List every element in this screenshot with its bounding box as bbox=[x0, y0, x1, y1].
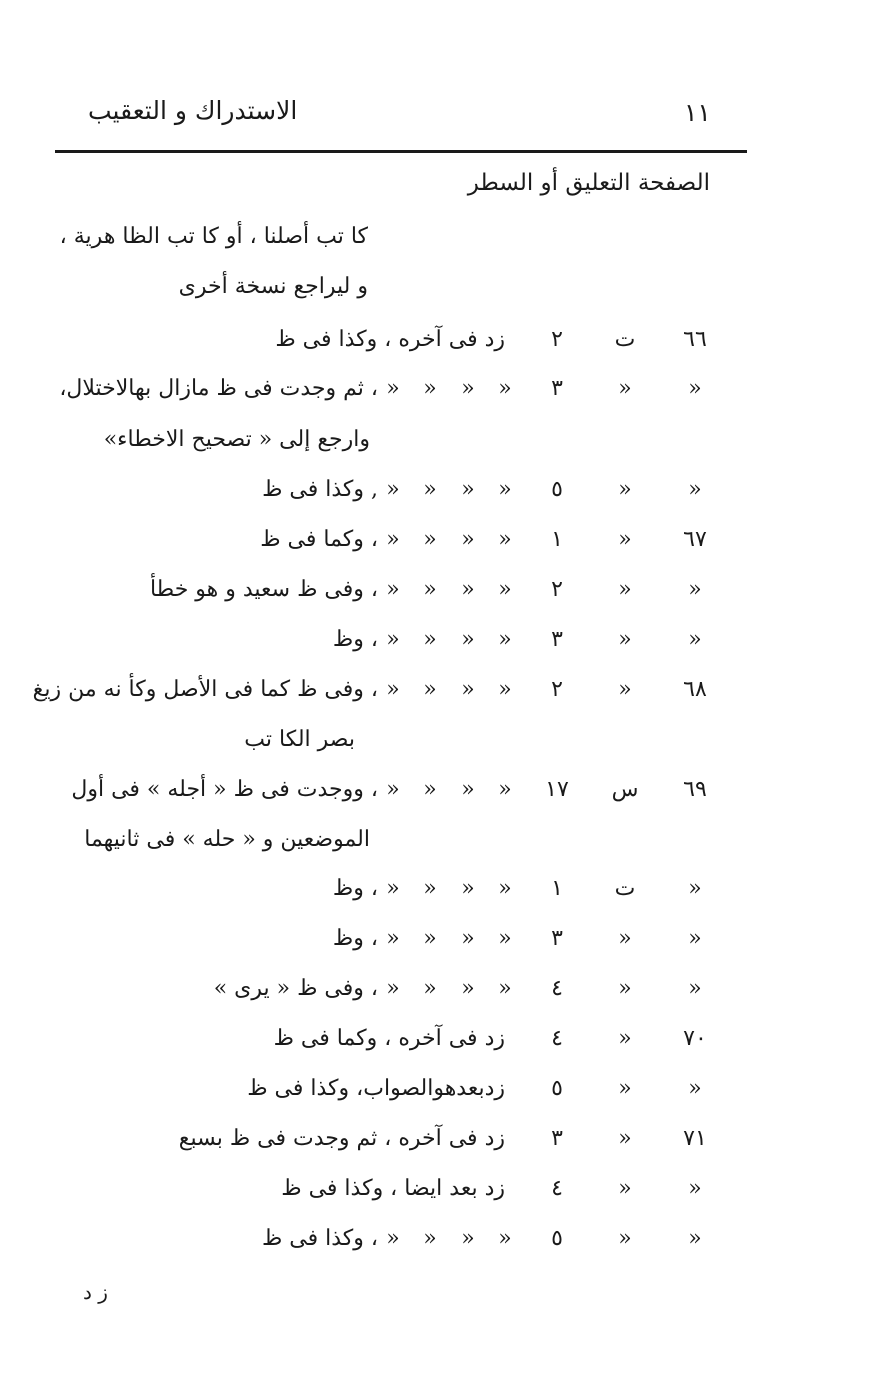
ditto-mark: » bbox=[423, 577, 437, 602]
ditto-mark: » bbox=[461, 1226, 475, 1251]
ditto-mark: » bbox=[386, 627, 400, 652]
page-cell: » bbox=[688, 477, 702, 502]
comment-text: زدبعدهوالصواب، وكذا فى ظ bbox=[247, 1076, 505, 1101]
comment-text: بصر الكا تب bbox=[244, 727, 355, 752]
line-cell: ٢ bbox=[551, 327, 563, 352]
column-cell: » bbox=[618, 627, 632, 652]
page-number: ١١ bbox=[684, 98, 711, 127]
column-heading: الصفحة التعليق أو السطر bbox=[467, 170, 710, 196]
ditto-mark: » bbox=[461, 777, 475, 802]
line-cell: ١ bbox=[551, 876, 563, 901]
ditto-mark: » bbox=[423, 777, 437, 802]
ditto-mark: » bbox=[461, 577, 475, 602]
signature-mark: ز د bbox=[83, 1280, 108, 1304]
line-cell: ٣ bbox=[551, 376, 563, 401]
page-cell: » bbox=[688, 1226, 702, 1251]
ditto-mark: » bbox=[423, 477, 437, 502]
ditto-mark: » bbox=[386, 926, 400, 951]
line-cell: ١ bbox=[551, 527, 563, 552]
comment-text: ، وظ bbox=[332, 876, 378, 901]
page-cell: » bbox=[688, 1176, 702, 1201]
column-cell: ت bbox=[614, 876, 636, 901]
line-cell: ٢ bbox=[551, 677, 563, 702]
column-cell: » bbox=[618, 1026, 632, 1051]
ditto-mark: » bbox=[386, 777, 400, 802]
column-cell: » bbox=[618, 376, 632, 401]
ditto-mark: » bbox=[461, 926, 475, 951]
ditto-mark: » bbox=[498, 627, 512, 652]
ditto-mark: » bbox=[423, 926, 437, 951]
comment-text: و ليراجع نسخة أخرى bbox=[178, 274, 368, 299]
ditto-mark: » bbox=[498, 976, 512, 1001]
ditto-mark: » bbox=[423, 1226, 437, 1251]
ditto-mark: » bbox=[423, 627, 437, 652]
line-cell: ٤ bbox=[551, 1026, 563, 1051]
ditto-mark: » bbox=[386, 477, 400, 502]
ditto-mark: » bbox=[498, 527, 512, 552]
line-cell: ٤ bbox=[551, 1176, 563, 1201]
comment-text: زد فى آخره ، وكما فى ظ bbox=[273, 1026, 505, 1051]
column-cell: » bbox=[618, 1126, 632, 1151]
ditto-mark: » bbox=[423, 376, 437, 401]
ditto-mark: » bbox=[498, 376, 512, 401]
ditto-mark: » bbox=[423, 527, 437, 552]
comment-text: ، وظ bbox=[332, 627, 378, 652]
line-cell: ١٧ bbox=[545, 777, 569, 802]
ditto-mark: » bbox=[386, 876, 400, 901]
ditto-mark: » bbox=[423, 677, 437, 702]
page-cell: ٦٦ bbox=[683, 327, 707, 352]
comment-text: كا تب أصلنا ، أو كا تب الظا هرية ، bbox=[59, 224, 368, 249]
page-cell: » bbox=[688, 627, 702, 652]
column-cell: » bbox=[618, 477, 632, 502]
page-cell: ٦٨ bbox=[683, 677, 707, 702]
line-cell: ٥ bbox=[551, 1076, 563, 1101]
column-cell: » bbox=[618, 1076, 632, 1101]
comment-text: ، وكذا فى ظ bbox=[261, 1226, 378, 1251]
comment-text: ، ووجدت فى ظ « أجله » فى أول bbox=[71, 777, 378, 802]
comment-text: زد فى آخره ، ثم وجدت فى ظ بسبع bbox=[178, 1126, 505, 1151]
page-cell: » bbox=[688, 876, 702, 901]
ditto-mark: » bbox=[461, 876, 475, 901]
ditto-mark: » bbox=[498, 577, 512, 602]
column-cell: ت bbox=[614, 327, 636, 352]
page-cell: ٦٩ bbox=[683, 777, 707, 802]
ditto-mark: » bbox=[498, 477, 512, 502]
ditto-mark: » bbox=[498, 677, 512, 702]
ditto-mark: » bbox=[386, 376, 400, 401]
ditto-mark: » bbox=[423, 876, 437, 901]
page-cell: ٧١ bbox=[683, 1126, 707, 1151]
comment-text: , وكذا فى ظ bbox=[262, 477, 378, 502]
comment-text: ، وظ bbox=[332, 926, 378, 951]
comment-text: ، وفى ظ كما فى الأصل وكأ نه من زيغ bbox=[32, 677, 378, 702]
comment-text: ، وفى ظ سعيد و هو خطأ bbox=[149, 577, 378, 602]
comment-text: زد فى آخره ، وكذا فى ظ bbox=[275, 327, 505, 352]
page-cell: » bbox=[688, 1076, 702, 1101]
comment-text: ، وفى ظ « يرى » bbox=[213, 976, 378, 1001]
page-cell: » bbox=[688, 577, 702, 602]
ditto-mark: » bbox=[498, 926, 512, 951]
page-cell: » bbox=[688, 376, 702, 401]
page-cell: ٦٧ bbox=[683, 527, 707, 552]
comment-text: ، ثم وجدت فى ظ مازال بهالاختلال، bbox=[59, 376, 378, 401]
page-cell: » bbox=[688, 926, 702, 951]
line-cell: ٣ bbox=[551, 1126, 563, 1151]
column-cell: » bbox=[618, 527, 632, 552]
ditto-mark: » bbox=[386, 677, 400, 702]
column-cell: » bbox=[618, 976, 632, 1001]
ditto-mark: » bbox=[461, 477, 475, 502]
line-cell: ٤ bbox=[551, 976, 563, 1001]
line-cell: ٥ bbox=[551, 477, 563, 502]
comment-text: وارجع إلى « تصحيح الاخطاء» bbox=[103, 427, 370, 452]
ditto-mark: » bbox=[386, 976, 400, 1001]
ditto-mark: » bbox=[461, 976, 475, 1001]
ditto-mark: » bbox=[461, 376, 475, 401]
ditto-mark: » bbox=[461, 677, 475, 702]
column-cell: » bbox=[618, 1226, 632, 1251]
page-cell: » bbox=[688, 976, 702, 1001]
ditto-mark: » bbox=[461, 527, 475, 552]
line-cell: ٥ bbox=[551, 1226, 563, 1251]
column-cell: س bbox=[611, 777, 639, 802]
comment-text: زد بعد ايضا ، وكذا فى ظ bbox=[281, 1176, 505, 1201]
ditto-mark: » bbox=[386, 1226, 400, 1251]
column-cell: » bbox=[618, 577, 632, 602]
line-cell: ٢ bbox=[551, 577, 563, 602]
ditto-mark: » bbox=[386, 527, 400, 552]
ditto-mark: » bbox=[498, 876, 512, 901]
header-rule bbox=[55, 150, 747, 153]
ditto-mark: » bbox=[386, 577, 400, 602]
ditto-mark: » bbox=[461, 627, 475, 652]
ditto-mark: » bbox=[498, 777, 512, 802]
ditto-mark: » bbox=[423, 976, 437, 1001]
page-cell: ٧٠ bbox=[683, 1026, 707, 1051]
line-cell: ٣ bbox=[551, 627, 563, 652]
comment-text: الموضعين و « حله » فى ثانيهما bbox=[84, 827, 370, 852]
column-cell: » bbox=[618, 677, 632, 702]
line-cell: ٣ bbox=[551, 926, 563, 951]
ditto-mark: » bbox=[498, 1226, 512, 1251]
column-cell: » bbox=[618, 1176, 632, 1201]
column-cell: » bbox=[618, 926, 632, 951]
comment-text: ، وكما فى ظ bbox=[260, 527, 378, 552]
running-header-title: الاستدراك و التعقيب bbox=[88, 96, 298, 125]
